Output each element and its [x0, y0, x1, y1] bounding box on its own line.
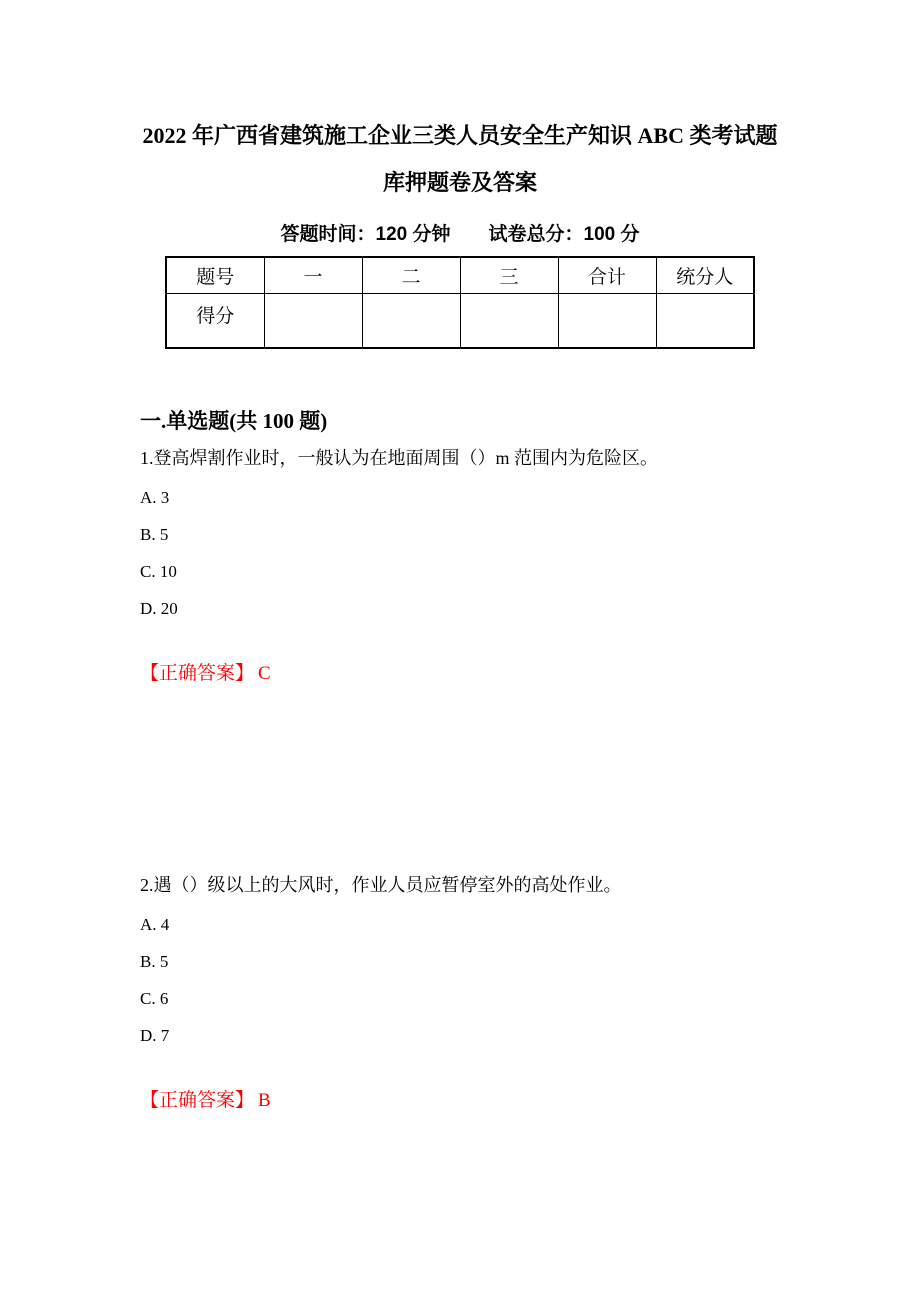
section-heading-single-choice: 一.单选题(共 100 题) — [140, 409, 328, 433]
score-table-score-row — [166, 294, 754, 349]
score-table-empty-cell-1 — [264, 294, 362, 349]
question-1-option-d: D. 20 — [140, 599, 178, 618]
document-title-line-1: 2022 年广西省建筑施工企业三类人员安全生产知识 ABC 类考试题 — [142, 123, 778, 148]
question-2-option-c: C. 6 — [140, 989, 169, 1008]
question-2-stem: 遇（）级以上的大风时，作业人员应暂停室外的高处作业。 — [153, 875, 622, 895]
question-1 — [0, 447, 920, 684]
score-table-header-part-1: 一 — [264, 257, 362, 294]
question-1-number: 1. — [140, 448, 154, 468]
question-2-option-b: B. 5 — [140, 952, 169, 971]
question-1-answer-line — [140, 664, 920, 684]
score-table-header-question-no: 题号 — [166, 257, 264, 294]
exam-total-score: 试卷总分：100 分 — [488, 224, 640, 245]
question-1-text — [140, 447, 920, 469]
question-1-answer-value: C — [258, 663, 271, 684]
question-2-answer-line — [140, 1091, 920, 1111]
score-table-empty-cell-4 — [558, 294, 656, 349]
score-table-header-scorer: 统分人 — [656, 257, 754, 294]
question-2-answer-label: 【正确答案】 — [140, 1090, 255, 1111]
question-2-number: 2. — [140, 875, 154, 895]
question-1-option-b: B. 5 — [140, 525, 169, 544]
score-table-header-part-3: 三 — [460, 257, 558, 294]
question-1-answer-label: 【正确答案】 — [140, 663, 255, 684]
score-table-score-label: 得分 — [166, 294, 264, 349]
question-2-option-a: A. 4 — [140, 915, 170, 934]
exam-duration: 答题时间：120 分钟 — [280, 224, 451, 245]
score-table — [165, 256, 755, 349]
score-table-empty-cell-5 — [656, 294, 754, 349]
score-table-header-part-2: 二 — [362, 257, 460, 294]
question-2-text — [140, 874, 920, 896]
question-2 — [0, 874, 920, 1111]
score-table-header-total: 合计 — [558, 257, 656, 294]
question-2-answer-value: B — [258, 1090, 271, 1111]
question-1-option-c: C. 10 — [140, 562, 177, 581]
document-title — [0, 0, 920, 206]
document-title-line-2: 库押题卷及答案 — [382, 170, 537, 195]
question-1-stem: 登高焊割作业时，一般认为在地面周围（）m 范围内为危险区。 — [153, 448, 658, 468]
exam-info-line — [0, 222, 920, 248]
question-1-option-a: A. 3 — [140, 488, 170, 507]
score-table-header-row — [166, 257, 754, 294]
question-2-option-d: D. 7 — [140, 1026, 170, 1045]
score-table-empty-cell-3 — [460, 294, 558, 349]
score-table-empty-cell-2 — [362, 294, 460, 349]
